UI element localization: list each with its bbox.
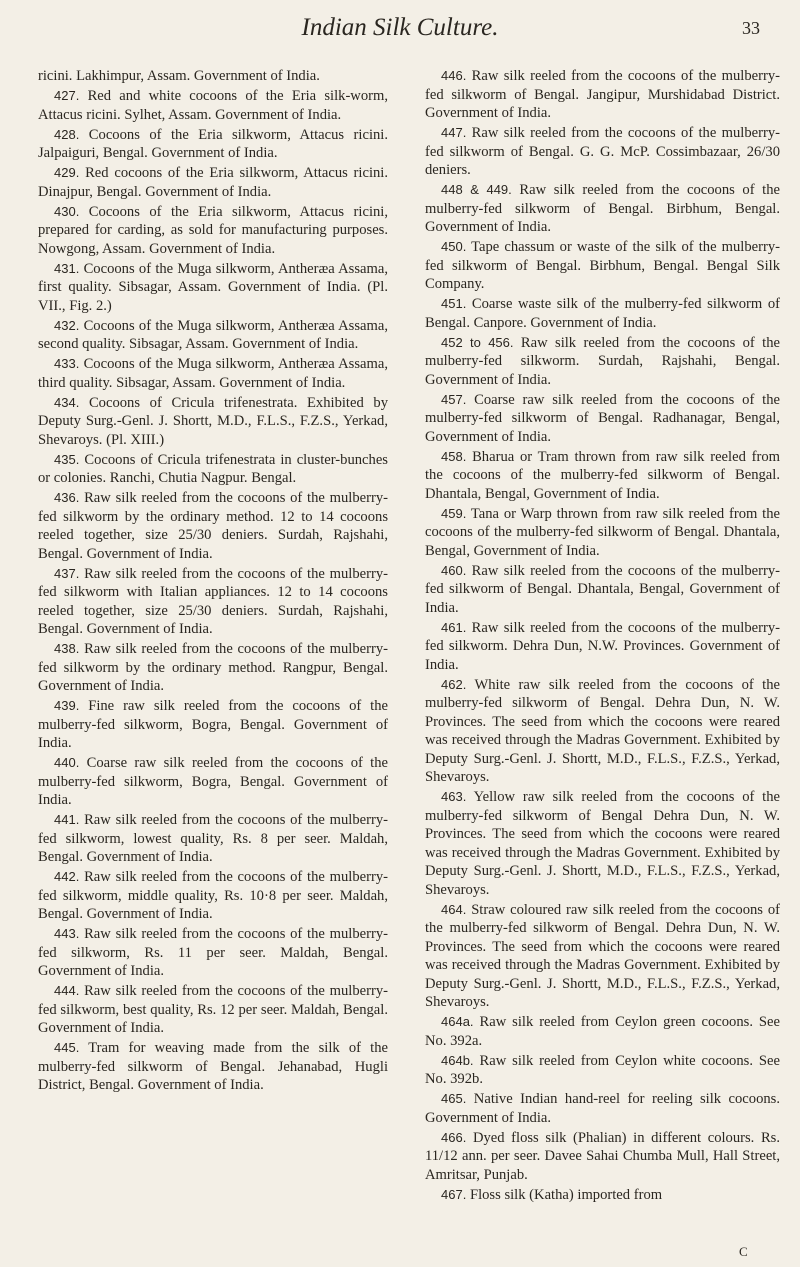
entry-number: 429. (54, 165, 80, 180)
entry-text: Straw coloured raw silk reeled from the cocoons of the mulberry-fed silkworm of Bengal. Dehra Dun, N. W. Provinces. The seed from which the cocoons were reared was received through the Madras Government. Exhibited by Deputy Surg.-Genl. J. Shortt, M.D., F.L.S., F.Z.S., Yerkad, Shevaroys. (425, 901, 780, 1010)
entry-text: Bharua or Tram thrown from raw silk reeled from the cocoons of the mulberry-fed silkworm of Bengal. Dhantala, Bengal, Government of India. (425, 448, 780, 502)
entry-text: Raw silk reeled from the cocoons of the mulberry-fed silkworm of Bengal. Jangipur, Murshidabad District. Government of India. (425, 68, 780, 121)
entry-text: Raw silk reeled from the cocoons of the mulberry-fed silkworm, lowest quality, Rs. 8 per seer. Maldah, Bengal. Government of India. (38, 812, 388, 865)
entry-number: 460. (441, 562, 467, 578)
catalogue-entry (425, 562, 780, 618)
entry-number: 430. (54, 203, 80, 219)
entry-text: Coarse raw silk reeled from the cocoons of the mulberry-fed silkworm of Bengal. Radhanagar, Bengal, Government of India. (425, 391, 780, 445)
entry-number: 461. (441, 619, 467, 635)
catalogue-entry (425, 181, 780, 237)
entry-text: Raw silk reeled from the cocoons of the mulberry-fed silkworm of Bengal. Dhantala, Bengal, Government of India. (425, 562, 780, 616)
catalogue-entry (38, 67, 388, 86)
entry-text: Raw silk reeled from the cocoons of the mulberry-fed silkworm, Rs. 11 per seer. Maldah, Bengal. Government of India. (38, 926, 388, 979)
catalogue-entry (425, 448, 780, 504)
entry-text: Fine raw silk reeled from the cocoons of the mulberry-fed silkworm, Bogra, Bengal. Government of India. (38, 698, 388, 751)
entry-text: Cocoons of the Muga silkworm, Antheræa Assama, second quality. Sibsagar, Assam. Government of India. (38, 317, 388, 352)
catalogue-entry (425, 619, 780, 675)
entry-number: 451. (441, 296, 467, 311)
entry-number: 427. (54, 88, 80, 103)
catalogue-entry (425, 788, 780, 899)
entry-text: Yellow raw silk reeled from the cocoons of the mulberry-fed silkworm of Bengal Dehra Dun, N. W. Provinces. The seed from which the cocoons were reared was received through the Madras Government. Exhibited by Deputy Surg.-Genl. J. Shortt, M.D., F.L.S., F.Z.S., Yerkad, Shevaroys. (425, 789, 780, 898)
catalogue-entry (38, 394, 388, 450)
catalogue-entry (425, 124, 780, 180)
entry-number: 444. (54, 983, 80, 998)
page-number: 33 (742, 18, 760, 38)
catalogue-entry (425, 295, 780, 332)
entry-text: Dyed floss silk (Phalian) in different colours. Rs. 11/12 ann. per seer. Davee Sahai Chumba Mull, Hall Street, Amritsar, Punjab. (425, 1129, 781, 1183)
catalogue-entry (425, 1090, 780, 1127)
entry-number: 447. (441, 125, 467, 140)
catalogue-entry (38, 640, 388, 696)
entry-number: 464a. (441, 1014, 474, 1029)
entry-number: 462. (441, 676, 467, 692)
entry-text: Coarse raw silk reeled from the cocoons of the mulberry-fed silkworm, Bogra, Bengal. Government of India. (38, 755, 389, 808)
right-column (425, 67, 780, 1206)
entry-number: 445. (54, 1040, 80, 1055)
catalogue-entry (38, 565, 388, 639)
entry-text: Raw silk reeled from the cocoons of the mulberry-fed silkworm by the ordinary method. 12 to 14 cocoons reeled together, size 25/30 deniers. Surdah, Rajshahi, Bengal. Government of India. (38, 490, 388, 562)
entry-number: 465. (441, 1091, 467, 1106)
entry-text: Raw silk reeled from the cocoons of the mulberry-fed silkworm. Dehra Dun, N.W. Provinces. Government of India. (425, 619, 780, 673)
entry-text: Cocoons of the Eria silkworm, Attacus ricini, prepared for carding, as sold for manufacturing purposes. Nowgong, Assam. Government of India. (38, 203, 389, 257)
entry-text: Raw silk reeled from the cocoons of the mulberry-fed silkworm by the ordinary method. Rangpur, Bengal. Government of India. (38, 641, 388, 694)
entry-number: 439. (54, 698, 80, 713)
entry-text: Floss silk (Katha) imported from (469, 1186, 663, 1203)
catalogue-entry (38, 982, 388, 1038)
catalogue-entry (38, 164, 388, 201)
entry-number: 440. (54, 755, 80, 770)
entry-number: 433. (54, 356, 80, 371)
catalogue-entry (425, 391, 780, 447)
entry-text: Cocoons of the Eria silkworm, Attacus ricini. Jalpaiguri, Bengal. Government of India. (38, 126, 389, 161)
entry-text: Red cocoons of the Eria silkworm, Attacus ricini. Dinajpur, Bengal. Government of India. (38, 165, 388, 200)
entry-text: Raw silk reeled from the cocoons of the mulberry-fed silkworm, middle quality, Rs. 10·8 per seer. Maldah, Bengal. Government of India. (38, 869, 388, 922)
catalogue-entry (38, 87, 388, 124)
entry-number: 452 to 456. (441, 334, 514, 350)
catalogue-entry (425, 238, 780, 294)
catalogue-entry (38, 489, 388, 563)
signature-mark: C (739, 1244, 748, 1259)
entry-text: Raw silk reeled from Ceylon white cocoons. See No. 392b. (425, 1052, 780, 1087)
entry-number: 457. (441, 391, 467, 407)
entry-number: 458. (441, 448, 467, 464)
catalogue-entry (425, 67, 780, 123)
entry-text: Raw silk reeled from the cocoons of the mulberry-fed silkworm. Surdah, Rajshahi, Bengal. Government of India. (425, 334, 780, 388)
catalogue-entry (425, 1186, 780, 1205)
catalogue-entry (38, 1039, 388, 1095)
entry-text: Tape chassum or waste of the silk of the mulberry-fed silkworm of Bengal. Birbhum, Bengal. Bengal Silk Company. (425, 239, 780, 292)
catalogue-entry (38, 126, 388, 163)
entry-number: 435. (54, 451, 80, 467)
entry-number: 428. (54, 126, 80, 142)
entry-text: Native Indian hand-reel for reeling silk cocoons. Government of India. (425, 1091, 780, 1126)
entry-number: 434. (54, 394, 80, 410)
entry-text: Cocoons of the Muga silkworm, Antheræa Assama, first quality. Sibsagar, Assam. Government of India. (Pl. VII., Fig. 2.) (38, 260, 388, 314)
entry-number: 438. (54, 641, 80, 656)
entry-number: 466. (441, 1129, 467, 1145)
entry-text: Cocoons of Cricula trifenestrata in cluster-bunches or colonies. Ranchi, Chutia Nagpur. Bengal. (38, 451, 388, 486)
catalogue-entry (38, 355, 388, 392)
catalogue-entry (425, 1129, 780, 1185)
entry-text: Raw silk reeled from Ceylon green cocoons. See No. 392a. (425, 1014, 780, 1049)
entry-number: 443. (54, 926, 80, 941)
entry-text: Cocoons of the Muga silkworm, Antheræa Assama, third quality. Sibsagar, Assam. Government of India. (38, 356, 388, 391)
entry-text: Raw silk reeled from the cocoons of the mulberry-fed silkworm, best quality, Rs. 12 per seer. Maldah, Bengal. Government of India. (38, 983, 388, 1036)
entry-number: 448 & 449. (441, 182, 512, 197)
entry-number: 459. (441, 505, 467, 521)
catalogue-entry (38, 451, 388, 488)
entry-text: Raw silk reeled from the cocoons of the mulberry-fed silkworm with Italian appliances. 12 to 14 cocoons reeled together, size 25/30 deniers. Surdah, Rajshahi, Bengal. Government of India. (38, 565, 388, 637)
entry-text: Cocoons of Cricula trifenestrata. Exhibited by Deputy Surg.-Genl. J. Shortt, M.D., F.L.S., F.Z.S., Yerkad, Shevaroys. (Pl. XIII.) (38, 394, 388, 448)
running-title: Indian Silk Culture. (301, 14, 499, 41)
entry-number: 431. (54, 260, 80, 276)
catalogue-entry (38, 203, 388, 259)
entry-number: 432. (54, 317, 80, 333)
entry-text: Raw silk reeled from the cocoons of the mulberry-fed silkworm of Bengal. G. G. McP. Cossimbazaar, 26/30 deniers. (425, 125, 780, 178)
entry-number: 464. (441, 901, 467, 917)
entry-text: Tram for weaving made from the silk of the mulberry-fed silkworm of Bengal. Jehanabad, Hugli District, Bengal. Government of India. (38, 1040, 388, 1093)
catalogue-entry (425, 1013, 780, 1050)
catalogue-entry (425, 505, 780, 561)
entry-number: 446. (441, 68, 467, 83)
entry-number: 467. (441, 1186, 467, 1202)
catalogue-entry (425, 1052, 780, 1089)
entry-text: Raw silk reeled from the cocoons of the mulberry-fed silkworm of Bengal. Birbhum, Bengal. Government of India. (425, 182, 780, 235)
catalogue-entry (38, 697, 388, 753)
catalogue-entry (425, 676, 780, 787)
entry-number: 463. (441, 789, 467, 804)
catalogue-entry (38, 754, 388, 810)
entry-number: 442. (54, 869, 80, 884)
entry-text: Red and white cocoons of the Eria silk-worm, Attacus ricini. Sylhet, Assam. Government of India. (38, 88, 389, 123)
left-column (38, 67, 388, 1096)
catalogue-entry (38, 811, 388, 867)
page-header (0, 0, 800, 58)
catalogue-entry (38, 260, 388, 316)
entry-text: Coarse waste silk of the mulberry-fed silkworm of Bengal. Canpore. Government of India. (425, 296, 780, 331)
entry-number: 437. (54, 565, 80, 581)
catalogue-entry (425, 901, 780, 1012)
entry-text: White raw silk reeled from the cocoons of the mulberry-fed silkworm of Bengal. Dehra Dun, N. W. Provinces. The seed from which the cocoons were reared was received through the Madras Government. Exhibited by Deputy Surg.-Genl. J. Shortt, M.D., F.L.S., F.Z.S., Yerkad, Shevaroys. (425, 676, 780, 785)
entry-text: Tana or Warp thrown from raw silk reeled from the cocoons of the mulberry-fed silkworm of Bengal. Dhantala, Bengal, Government of India. (425, 505, 780, 559)
catalogue-entry (425, 334, 780, 390)
entry-number: 441. (54, 812, 80, 827)
catalogue-entry (38, 925, 388, 981)
entry-text: ricini. Lakhimpur, Assam. Government of India. (38, 68, 320, 84)
catalogue-entry (38, 868, 388, 924)
entry-number: 436. (54, 490, 80, 505)
entry-number: 464b. (441, 1052, 474, 1068)
entry-number: 450. (441, 239, 467, 254)
catalogue-entry (38, 317, 388, 354)
